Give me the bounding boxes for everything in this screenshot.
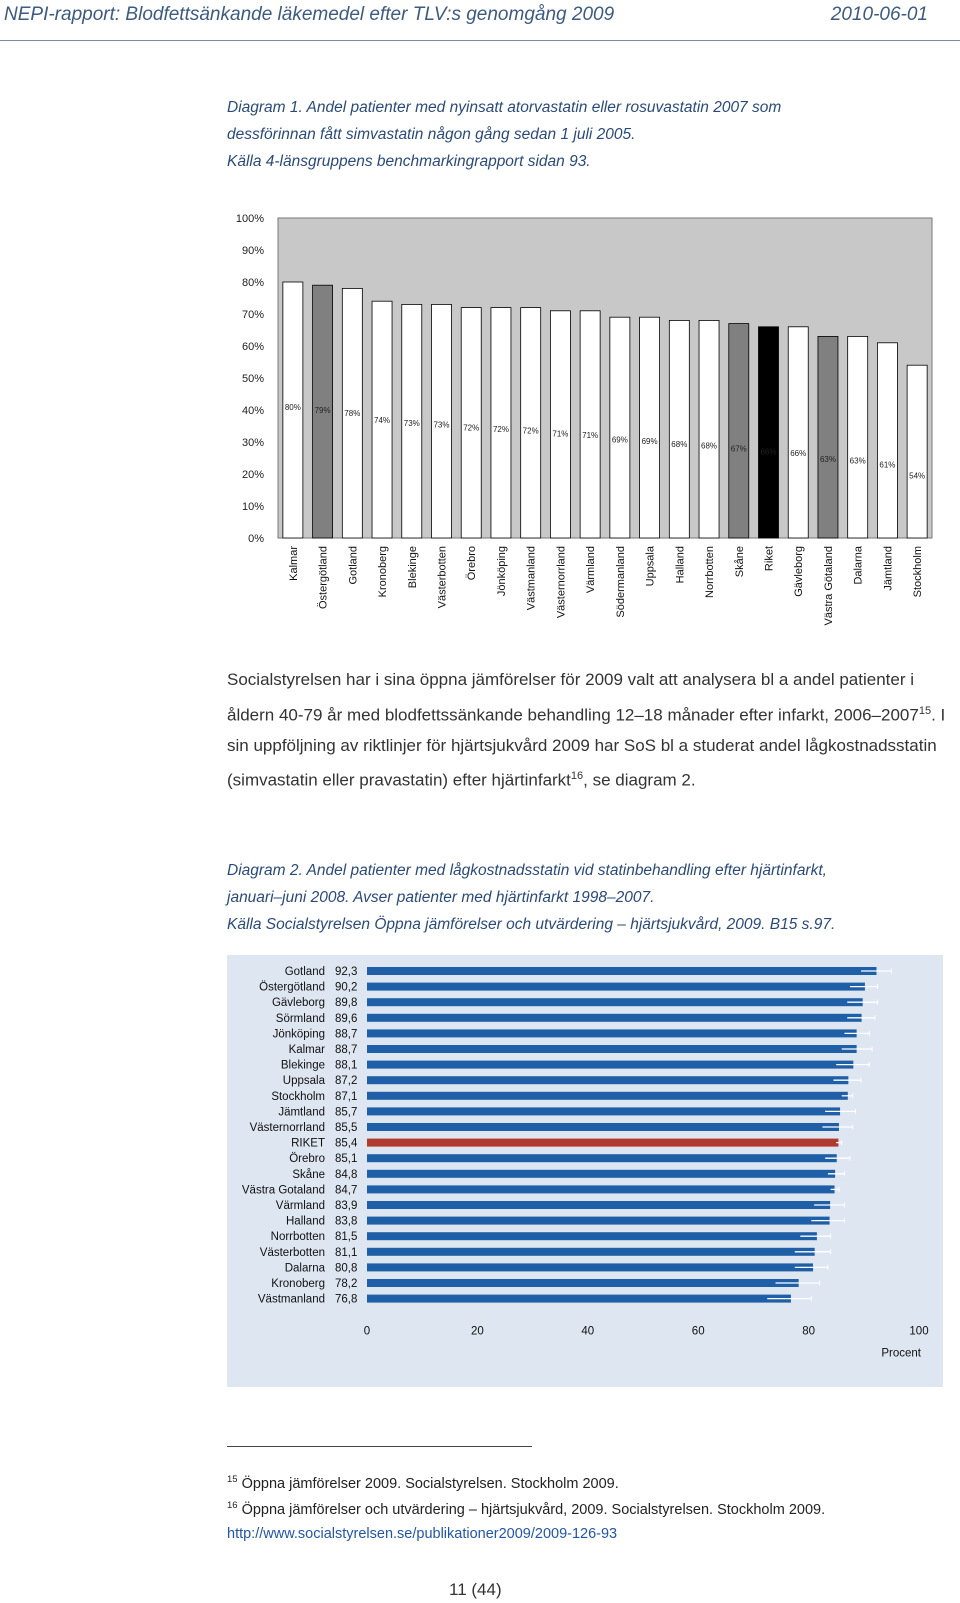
data-label: 63%	[819, 454, 836, 464]
bar	[367, 1123, 839, 1131]
bar	[367, 1139, 838, 1147]
value-label: 80,8	[335, 1262, 358, 1275]
value-label: 89,8	[335, 997, 358, 1010]
bar	[610, 317, 630, 538]
value-label: 88,7	[335, 1028, 358, 1041]
footnote-ref-15[interactable]: 15	[918, 704, 932, 717]
data-label: 66%	[760, 447, 777, 457]
bar	[669, 320, 689, 538]
y-tick-label: 10%	[241, 501, 264, 513]
x-tick-label: Uppsala	[644, 546, 657, 587]
x-tick-label: Södermanland	[614, 546, 627, 618]
x-axis-label: Procent	[881, 1347, 921, 1360]
category-label: Värmland	[275, 1200, 325, 1212]
paragraph-text-2: . I sin uppföljning av riktlinjer för hjärtsjukvård 2009 har SoS bl a studerat andel lågkostnadsstatin (simvastatin eller pravastatin) efter hjärtinfarkt	[227, 705, 946, 790]
category-label: Västerbotten	[259, 1246, 325, 1259]
x-tick-label: Riket	[763, 546, 776, 572]
x-tick-label: Gotland	[347, 546, 360, 585]
category-label: Gävleborg	[271, 997, 325, 1010]
bar	[521, 308, 541, 538]
data-label: 69%	[611, 435, 628, 445]
data-label: 72%	[492, 425, 509, 434]
y-tick-label: 0%	[248, 533, 264, 545]
footnote-16-number: 16	[227, 1500, 238, 1511]
diagram1-caption-line3: Källa 4-länsgruppens benchmarkingrapport sidan 93.	[227, 153, 591, 170]
x-tick-label: Västerbotten	[436, 546, 449, 609]
category-label: Västmanland	[257, 1293, 325, 1306]
bar	[367, 1170, 835, 1178]
x-tick-label: 100	[909, 1325, 929, 1338]
value-label: 87,1	[335, 1090, 358, 1103]
y-tick-label: 40%	[241, 405, 264, 417]
bar	[877, 343, 897, 538]
bar	[367, 983, 865, 991]
footnote-ref-16[interactable]: 16	[570, 770, 584, 783]
data-label: 74%	[374, 415, 391, 425]
bar	[580, 311, 600, 538]
x-tick-label: Norrbotten	[704, 546, 717, 598]
category-label: Gotland	[284, 966, 325, 978]
x-tick-label: Halland	[674, 546, 687, 584]
category-label: RIKET	[291, 1137, 325, 1150]
category-label: Uppsala	[282, 1075, 325, 1088]
bar	[367, 1107, 840, 1115]
bar	[367, 1185, 835, 1193]
category-label: Blekinge	[280, 1059, 325, 1072]
y-tick-label: 60%	[241, 341, 264, 353]
value-label: 81,5	[335, 1231, 358, 1244]
data-label: 61%	[879, 460, 896, 470]
bar	[550, 311, 570, 538]
diagram1-caption-line1: Diagram 1. Andel patienter med nyinsatt atorvastatin eller rosuvastatin 2007 som	[227, 99, 782, 116]
x-tick-label: 80	[802, 1325, 815, 1338]
category-label: Sörmland	[275, 1012, 325, 1025]
value-label: 83,9	[335, 1200, 358, 1212]
data-label: 69%	[641, 437, 658, 447]
category-label: Kronoberg	[271, 1278, 325, 1290]
diagram2-caption-line1: Diagram 2. Andel patienter med lågkostnadsstatin vid statinbehandling efter hjärtinfarkt,	[227, 862, 827, 879]
bar	[367, 1217, 830, 1225]
category-label: Jämtland	[278, 1106, 325, 1119]
bar	[788, 327, 808, 538]
value-label: 84,8	[335, 1168, 358, 1181]
category-label: Östergötland	[259, 981, 325, 994]
footnote-15	[227, 1474, 619, 1492]
bar	[367, 1092, 848, 1100]
bar	[367, 1076, 848, 1084]
bar	[699, 320, 719, 538]
bar	[367, 998, 863, 1006]
data-label: 79%	[314, 405, 331, 415]
category-label: Jönköping	[272, 1028, 325, 1041]
footnote-15-text: Öppna jämförelser 2009. Socialstyrelsen. Stockholm 2009.	[241, 1475, 619, 1492]
data-label: 72%	[463, 423, 480, 433]
value-label: 87,2	[335, 1075, 358, 1088]
bar	[367, 1154, 837, 1162]
footnote-15-number: 15	[227, 1474, 238, 1485]
diagram2-caption	[227, 857, 947, 938]
footnote-separator	[227, 1446, 532, 1447]
bar	[907, 365, 927, 538]
value-label: 76,8	[335, 1293, 358, 1306]
value-label: 88,1	[335, 1059, 358, 1072]
data-label: 80%	[284, 403, 301, 412]
footnote-16-text: Öppna jämförelser och utvärdering – hjärtsjukvård, 2009. Socialstyrelsen. Stockholm 2009.	[241, 1501, 826, 1518]
data-label: 72%	[522, 426, 539, 436]
x-tick-label: 0	[363, 1325, 371, 1338]
diagram2-caption-line2: januari–juni 2008. Avser patienter med hjärtinfarkt 1998–2007.	[227, 889, 655, 906]
x-tick-label: 20	[471, 1325, 484, 1338]
category-label: Kalmar	[288, 1044, 325, 1056]
bar	[367, 1279, 799, 1287]
x-tick-label: 40	[581, 1325, 595, 1338]
x-tick-label: Kalmar	[287, 546, 300, 581]
bar	[759, 327, 779, 538]
x-tick-label: 60	[691, 1325, 705, 1338]
category-label: Skåne	[292, 1168, 325, 1181]
diagram2-caption-line3: Källa Socialstyrelsen Öppna jämförelser och utvärdering – hjärtsjukvård, 2009. B15 s.97.	[227, 916, 836, 933]
bar	[848, 336, 868, 538]
value-label: 85,5	[335, 1122, 358, 1134]
bar	[367, 1232, 817, 1240]
data-label: 73%	[403, 418, 420, 428]
bar	[367, 1295, 791, 1303]
x-tick-label: Stockholm	[912, 546, 925, 598]
x-tick-label: Västmanland	[525, 546, 538, 611]
data-label: 71%	[582, 431, 599, 441]
value-label: 85,4	[335, 1137, 358, 1150]
x-tick-label: Skåne	[733, 546, 746, 578]
data-label: 73%	[433, 420, 450, 430]
category-label: Norrbotten	[270, 1231, 325, 1244]
value-label: 84,7	[335, 1184, 358, 1197]
value-label: 81,1	[335, 1246, 358, 1259]
x-tick-label: Jönköping	[495, 546, 508, 597]
diagram1-bar-chart	[230, 210, 940, 635]
x-tick-label: Värmland	[585, 546, 598, 594]
x-tick-label: Jämtland	[882, 546, 895, 591]
body-paragraph	[227, 665, 947, 796]
bar	[367, 1263, 813, 1271]
x-tick-label: Örebro	[466, 546, 479, 581]
y-tick-label: 50%	[241, 373, 264, 385]
bar	[367, 1248, 815, 1256]
value-label: 78,2	[335, 1278, 358, 1290]
x-tick-label: Kronoberg	[377, 546, 390, 598]
y-tick-label: 100%	[235, 213, 264, 225]
y-tick-label: 20%	[241, 469, 264, 481]
y-tick-label: 30%	[241, 437, 264, 449]
data-label: 68%	[671, 440, 688, 449]
value-label: 85,1	[335, 1153, 358, 1166]
y-tick-label: 90%	[241, 245, 264, 257]
y-tick-label: 80%	[241, 277, 264, 289]
x-tick-label: Gävleborg	[793, 546, 806, 597]
category-label: Västra Gotaland	[241, 1184, 325, 1197]
category-label: Dalarna	[284, 1262, 325, 1275]
paragraph-text-1: Socialstyrelsen har i sina öppna jämförelser för 2009 valt att analysera bl a andel patienter i åldern 40-79 år med blodfettssänkande behandling 12–18 månader efter infarkt, 2006–2007	[227, 670, 919, 725]
bar	[818, 336, 838, 538]
bar	[491, 308, 511, 538]
x-tick-label: Dalarna	[852, 546, 865, 585]
value-label: 89,6	[335, 1012, 358, 1025]
data-label: 78%	[344, 408, 361, 418]
data-label: 68%	[701, 441, 718, 451]
data-label: 54%	[909, 471, 926, 481]
value-label: 83,8	[335, 1215, 358, 1228]
bar	[367, 1201, 830, 1209]
bar	[640, 317, 660, 538]
y-tick-label: 70%	[241, 309, 264, 321]
bar	[367, 1014, 862, 1022]
bar	[367, 1029, 857, 1037]
category-label: Västernorrland	[249, 1122, 325, 1134]
value-label: 85,7	[335, 1106, 358, 1119]
x-tick-label: Östergötland	[317, 546, 330, 609]
category-label: Halland	[286, 1215, 325, 1228]
diagram1-caption-line2: dessförinnan fått simvastatin någon gång sedan 1 juli 2005.	[227, 126, 636, 143]
bar	[367, 967, 876, 975]
x-tick-label: Västernorrland	[555, 546, 568, 619]
value-label: 90,2	[335, 981, 358, 994]
x-tick-label: Blekinge	[406, 546, 419, 589]
value-label: 92,3	[335, 966, 358, 978]
header-title: NEPI-rapport: Blodfettsänkande läkemedel efter TLV:s genomgång 2009	[4, 4, 615, 25]
category-label: Stockholm	[271, 1090, 325, 1103]
page-number: 11 (44)	[449, 1580, 502, 1599]
data-label: 71%	[552, 429, 569, 439]
diagram2-hbar-chart	[227, 955, 943, 1387]
diagram1-caption	[227, 94, 927, 175]
bar	[367, 1061, 853, 1069]
data-label: 63%	[849, 456, 866, 466]
header-date: 2010-06-01	[830, 4, 928, 25]
bar	[367, 1045, 857, 1053]
category-label: Örebro	[289, 1153, 325, 1166]
x-tick-label: Västra Götaland	[822, 546, 835, 626]
value-label: 88,7	[335, 1044, 358, 1056]
data-label: 67%	[730, 444, 747, 454]
data-label: 66%	[790, 449, 807, 459]
page-header	[0, 0, 960, 41]
footnote-16	[227, 1500, 825, 1518]
paragraph-text-3: , se diagram 2.	[583, 770, 696, 790]
footnote-url-link[interactable]: http://www.socialstyrelsen.se/publikationer2009/2009-126-93	[227, 1526, 618, 1542]
bar	[729, 324, 749, 538]
